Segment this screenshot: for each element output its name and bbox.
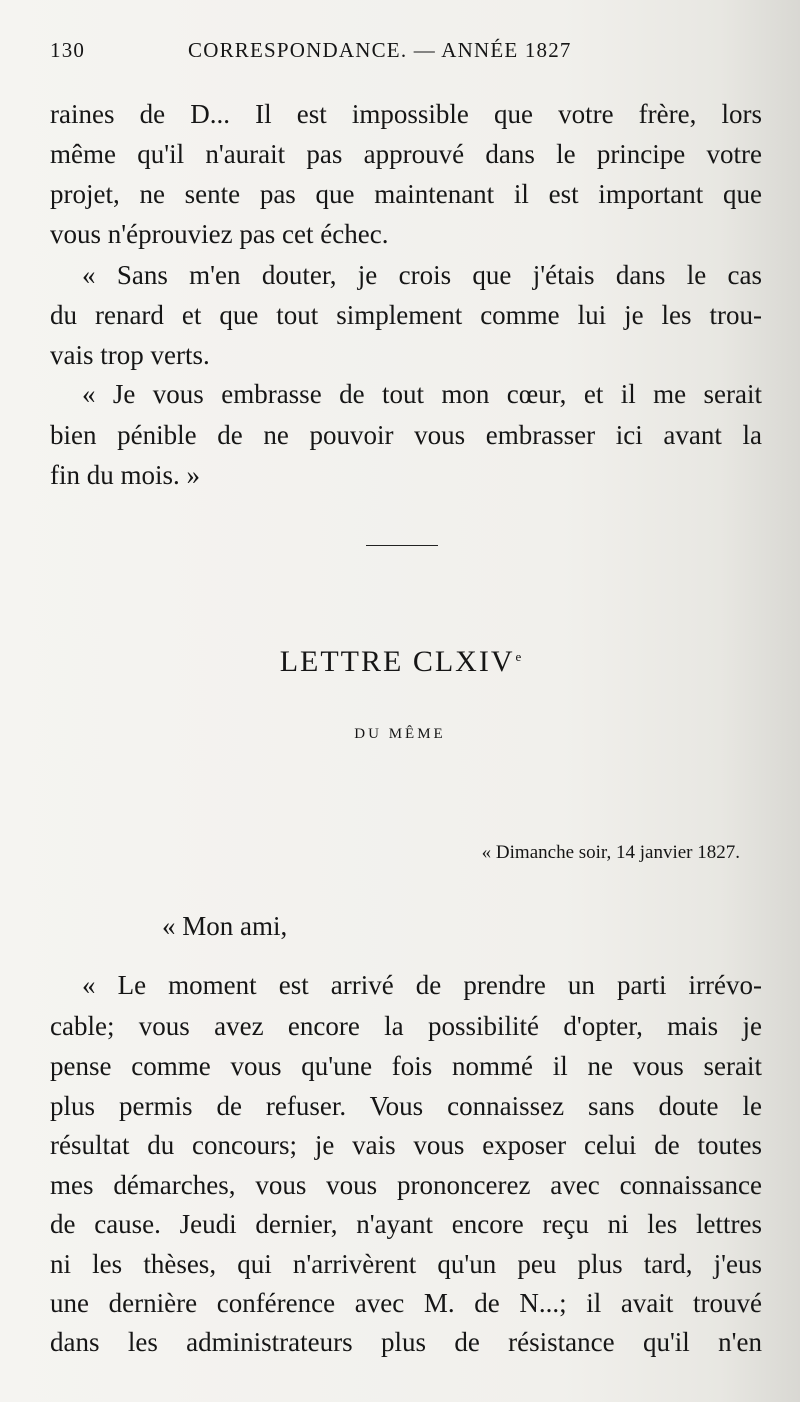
text-line: projet, ne sente pas que maintenant il est important que: [50, 179, 762, 209]
text-line: une dernière conférence avec M. de N...; il avait trouvé: [50, 1288, 762, 1318]
running-head-title: CORRESPONDANCE. — ANNÉE 1827: [188, 38, 572, 62]
text-line: « Sans m'en douter, je crois que j'étais dans le cas: [82, 260, 762, 290]
letter-title: [0, 645, 800, 679]
letter-title-superscript: e: [515, 649, 522, 664]
text-line: même qu'il n'aurait pas approuvé dans le principe votre: [50, 139, 762, 169]
text-line: vais trop verts.: [50, 340, 210, 370]
text-line: cable; vous avez encore la possibilité d'opter, mais je: [50, 1011, 762, 1041]
running-head: [50, 38, 750, 72]
text-line: raines de D... Il est impossible que votre frère, lors: [50, 99, 762, 129]
text-line: plus permis de refuser. Vous connaissez sans doute le: [50, 1091, 762, 1121]
letter-salutation: « Mon ami,: [162, 911, 288, 941]
text-line: mes démarches, vous vous prononcerez avec connaissance: [50, 1170, 762, 1200]
text-line: ni les thèses, qui n'arrivèrent qu'un peu plus tard, j'eus: [50, 1249, 762, 1279]
text-line: de cause. Jeudi dernier, n'ayant encore reçu ni les lettres: [50, 1209, 762, 1239]
letter-subtitle: DU MÊME: [354, 726, 446, 742]
text-line: du renard et que tout simplement comme lui je les trou-: [50, 300, 762, 330]
page-number: 130: [50, 38, 86, 62]
text-line: « Je vous embrasse de tout mon cœur, et il me serait: [82, 379, 762, 409]
text-line: pense comme vous qu'une fois nommé il ne vous serait: [50, 1051, 762, 1081]
text-line: résultat du concours; je vais vous exposer celui de toutes: [50, 1130, 762, 1160]
text-line: fin du mois. »: [50, 460, 201, 490]
text-line: bien pénible de ne pouvoir vous embrasser ici avant la: [50, 420, 762, 450]
text-line: « Le moment est arrivé de prendre un parti irrévo-: [82, 970, 762, 1000]
letter-dateline: « Dimanche soir, 14 janvier 1827.: [481, 842, 740, 863]
letter-title-text: LETTRE CLXIV: [279, 645, 515, 678]
section-divider: [366, 545, 438, 546]
text-line: dans les administrateurs plus de résistance qu'il n'en: [50, 1327, 762, 1357]
text-line: vous n'éprouviez pas cet échec.: [50, 219, 389, 249]
